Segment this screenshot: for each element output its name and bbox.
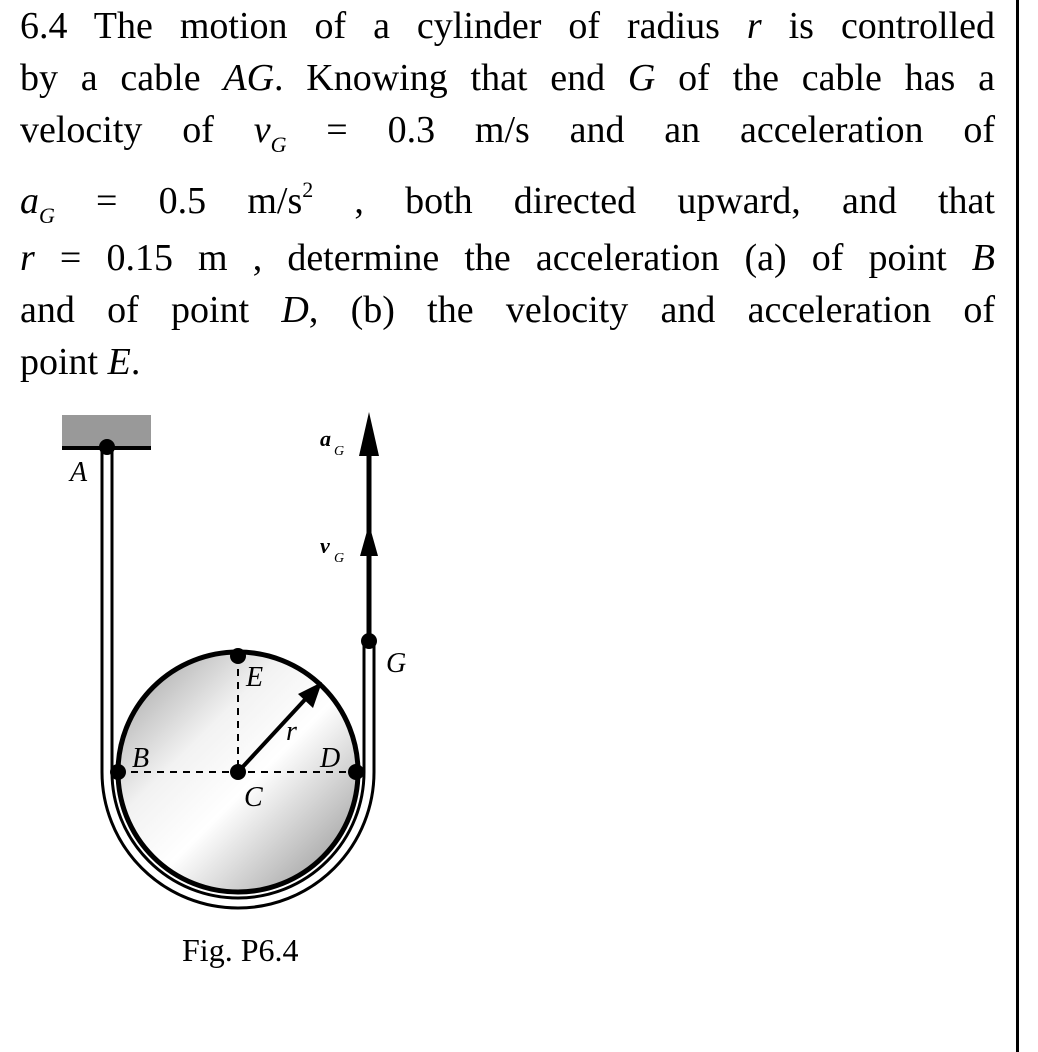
problem-line-7: point E. [20,341,141,383]
label-r: r [286,716,297,747]
label-vG: v [320,533,330,558]
problem-line-5: r = 0.15 m , determine the acceleration (a) of point B [20,237,995,279]
point-E [230,648,246,664]
label-aG-sub: G [334,444,345,459]
label-B: B [132,743,150,774]
problem-line-3: velocity of $v_G = 0.3$ m/s and an acceleration of [20,109,996,157]
aG-arrowhead [359,412,379,456]
point-A [99,439,115,455]
label-E: E [246,662,264,693]
problem-line-6: and of point D, (b) the velocity and acceleration of [20,289,996,331]
figure-caption: Fig. P6.4 [182,932,299,968]
point-G [361,633,377,649]
label-D: D [320,743,341,774]
vG-arrowhead [360,524,378,556]
label-G: G [386,648,407,679]
problem-line-1: 6.4 The motion of a cylinder of radius r is controlled [20,5,995,47]
label-C: C [244,782,263,813]
label-vG-sub: G [334,551,345,566]
problem-line-4: $a_G = 0.5$ $m/s^2$ , both directed upward, and that [20,177,995,228]
label-aG: a [320,426,331,451]
point-D [348,764,364,780]
problem-line-2: by a cable AG. Knowing that end G of the cable has a [20,57,995,99]
label-A: A [70,457,88,488]
point-C [230,764,246,780]
point-B [110,764,126,780]
